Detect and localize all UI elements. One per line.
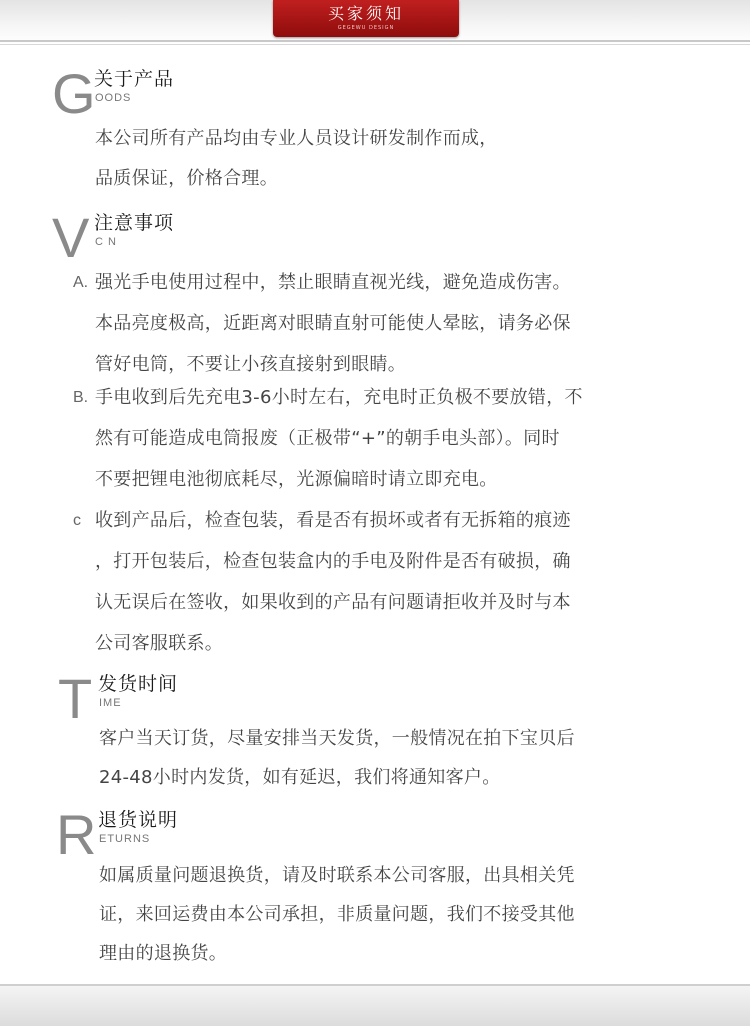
section-returns-letter: R: [56, 803, 97, 866]
notice-item-marker: B.: [73, 389, 89, 406]
goods-line-2: 品质保证，价格合理。: [95, 168, 278, 189]
section-notice-sub: C N: [95, 236, 117, 248]
time-line-2: 24-48小时内发货，如有延迟，我们将通知客户。: [99, 767, 501, 788]
page-title: 买家须知: [327, 4, 404, 23]
text-line: 管好电筒，不要让小孩直接射到眼睛。: [95, 354, 407, 375]
returns-line-1: 如属质量问题退换货，请及时联系本公司客服，出具相关凭: [99, 865, 575, 886]
text-line: 公司客服联系。: [95, 633, 224, 654]
time-line-1: 客户当天订货，尽量安排当天发货，一般情况在拍下宝贝后: [99, 728, 575, 749]
top-divider: [0, 40, 750, 42]
text-line: 手电收到后先充电3-6小时左右，充电时正负极不要放错，不: [95, 387, 583, 408]
notice-item-marker: c: [73, 512, 81, 529]
text-line: 收到产品后，检查包装，看是否有损坏或者有无拆箱的痕迹: [95, 510, 571, 531]
text-line: 不要把锂电池彻底耗尽，光源偏暗时请立即充电。: [95, 469, 498, 490]
section-goods-heading: 关于产品: [94, 68, 175, 90]
goods-line-1: 本公司所有产品均由专业人员设计研发制作而成，: [95, 128, 498, 149]
section-returns-sub: ETURNS: [99, 833, 151, 845]
section-goods-sub: OODS: [95, 92, 132, 104]
bottom-banner: [0, 984, 750, 1026]
notice-item-text: [95, 262, 695, 385]
text-line: 本品亮度极高，近距离对眼睛直射可能使人晕眩，请务必保: [95, 313, 571, 334]
section-time-sub: IME: [99, 697, 122, 709]
section-time-letter: T: [58, 667, 93, 730]
text-line: 强光手电使用过程中，禁止眼睛直视光线，避免造成伤害。: [95, 272, 571, 293]
notice-item-text: [95, 500, 695, 664]
section-notice-letter: V: [52, 206, 90, 269]
page-subtitle: GEGEWU DESIGN: [337, 25, 395, 31]
notice-item-text: [95, 377, 695, 500]
text-line: 认无误后在签收，如果收到的产品有问题请拒收并及时与本: [95, 592, 571, 613]
section-notice-heading: 注意事项: [94, 212, 175, 234]
notice-item-marker: A.: [73, 274, 89, 291]
returns-line-2: 证，来回运费由本公司承担，非质量问题，我们不接受其他: [99, 904, 575, 925]
section-goods-letter: G: [52, 62, 96, 125]
section-time-heading: 发货时间: [98, 673, 179, 695]
section-returns-heading: 退货说明: [98, 809, 179, 831]
returns-line-3: 理由的退换货。: [99, 943, 228, 964]
text-line: 然有可能造成电筒报废（正极带“+”的朝手电头部）。同时: [95, 428, 560, 449]
text-line: ，打开包装后，检查包装盒内的手电及附件是否有破损，确: [95, 551, 571, 572]
title-badge: [273, 0, 459, 37]
